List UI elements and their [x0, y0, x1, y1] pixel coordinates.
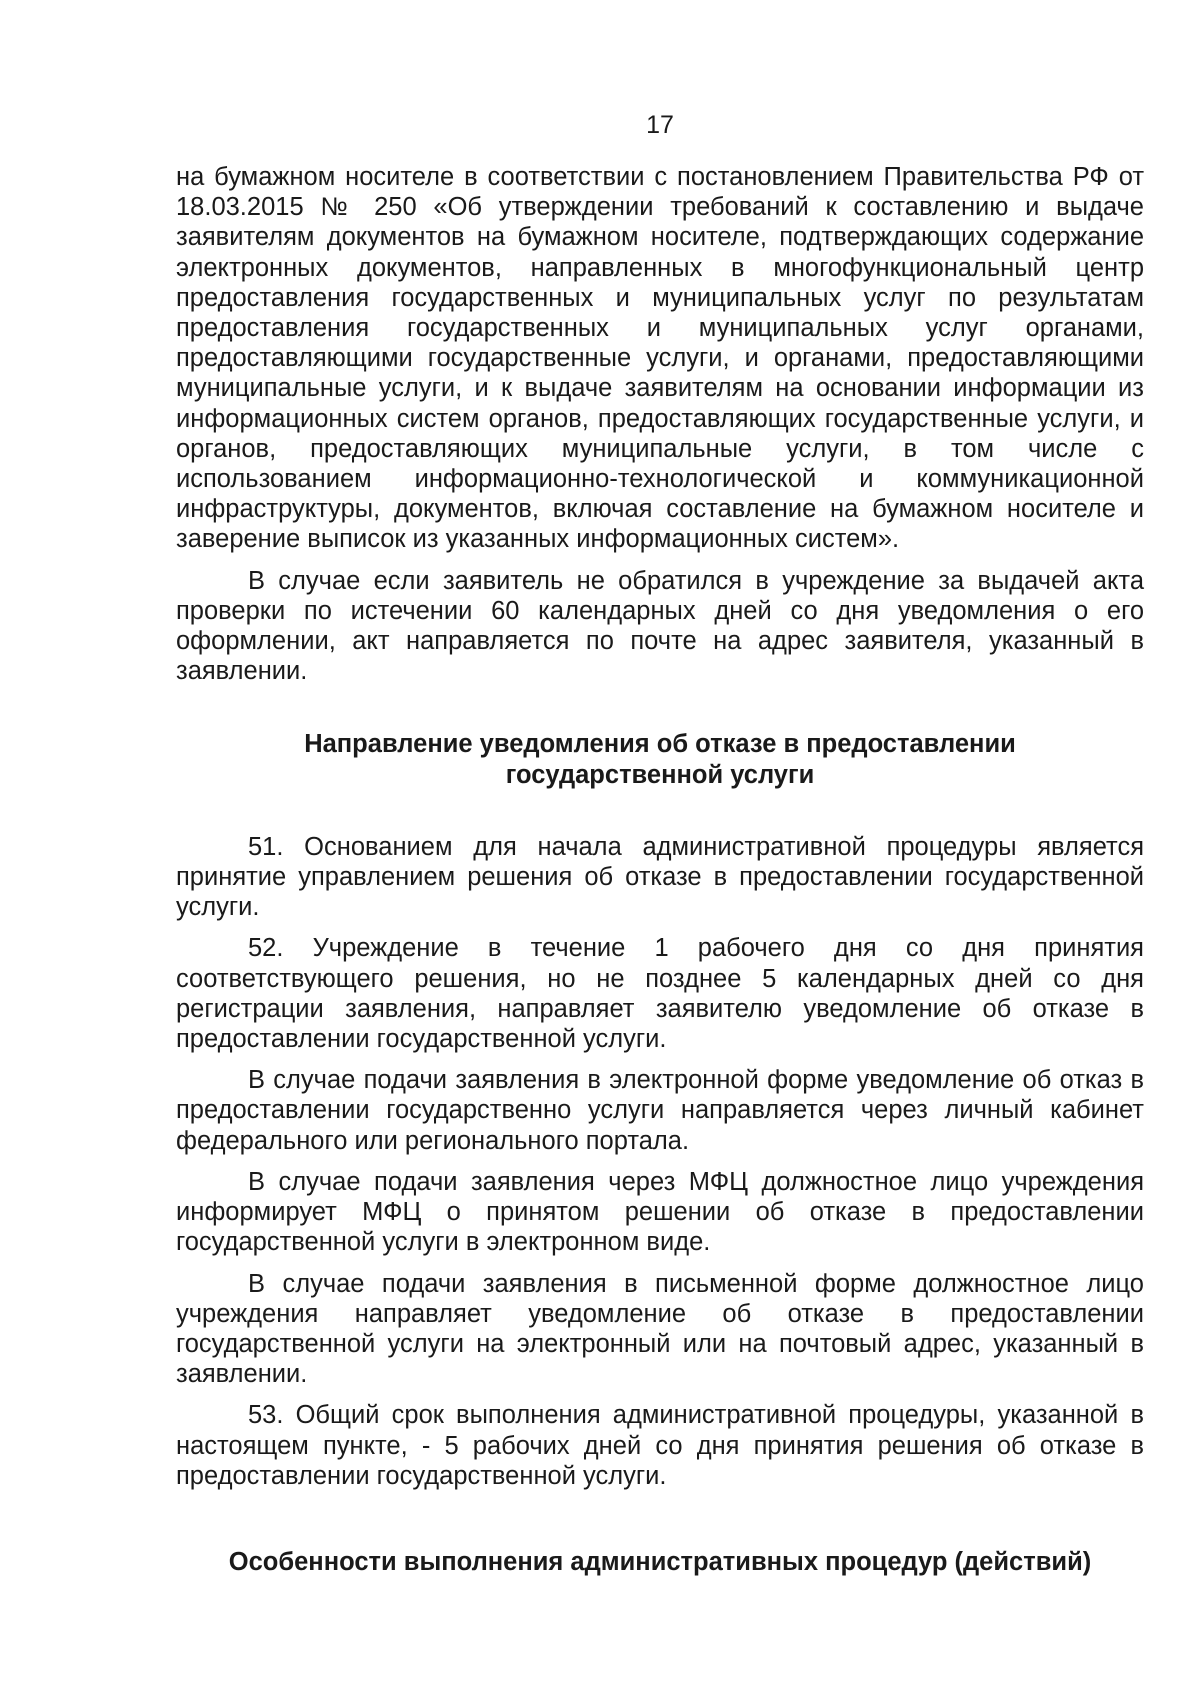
- page-number: 17: [646, 111, 674, 139]
- paragraph-51: 51. Основанием для начала административной процедуры является принятие управлением решения об отказе в предоставлении государственной услуги.: [176, 832, 1144, 922]
- section-heading-line-1: Направление уведомления об отказе в предоставлении: [304, 730, 1016, 759]
- section-heading-line-2: государственной услуги: [505, 760, 815, 789]
- document-page: [176, 110, 1144, 1577]
- section-heading-refusal-notice: [176, 729, 1144, 789]
- paragraph-electronic-form: В случае подачи заявления в электронной форме уведомление об отказ в предоставлении государственно услуги направляется через личный кабинет федерального или регионального портала.: [176, 1066, 1144, 1155]
- paragraph-continuation: на бумажном носителе в соответствии с постановлением Правительства РФ от 18.03.2015 № 250 «Об утверждении требований к составлению и выдаче заявителям документов на бумажном носителе, подтверждающих содержание электронных документов, направленных в многофункциональный центр предоставления государственных и муниципальных услуг по результатам предоставления государственных и муниципальных услуг органами, предоставляющими государственные услуги, и органами, предоставляющими муниципальные услуги, и к выдаче заявителям на основании информации из информационных систем органов, предоставляющих государственные услуги, и органов, предоставляющих муниципальные услуги, в том числе с использованием информационно-технологической и коммуникационной инфраструктуры, документов, включая составление на бумажном носителе и заверение выписок из указанных информационных систем».: [176, 163, 1144, 554]
- paragraph-written-form: В случае подачи заявления в письменной форме должностное лицо учреждения направляет уведомление об отказе в предоставлении государственной услуги на электронный или на почтовый адрес, указанный в заявлении.: [176, 1269, 1144, 1389]
- paragraph-mfc: В случае подачи заявления через МФЦ должностное лицо учреждения информирует МФЦ о принятом решении об отказе в предоставлении государственной услуги в электронном виде.: [176, 1167, 1144, 1257]
- paragraph-52: 52. Учреждение в течение 1 рабочего дня со дня принятия соответствующего решения, но не позднее 5 календарных дней со дня регистрации заявления, направляет заявителю уведомление об отказе в предоставлении государственной услуги.: [176, 934, 1144, 1054]
- paragraph-act-delivery: В случае если заявитель не обратился в учреждение за выдачей акта проверки по истечении 60 календарных дней со дня уведомления о его оформлении, акт направляется по почте на адрес заявителя, указанный в заявлении.: [176, 566, 1144, 686]
- paragraph-53: 53. Общий срок выполнения административной процедуры, указанной в настоящем пункте, - 5 рабочих дней со дня принятия решения об отказе в предоставлении государственной услуги.: [176, 1401, 1144, 1490]
- section-heading-procedures: Особенности выполнения административных процедур (действий): [228, 1547, 1092, 1576]
